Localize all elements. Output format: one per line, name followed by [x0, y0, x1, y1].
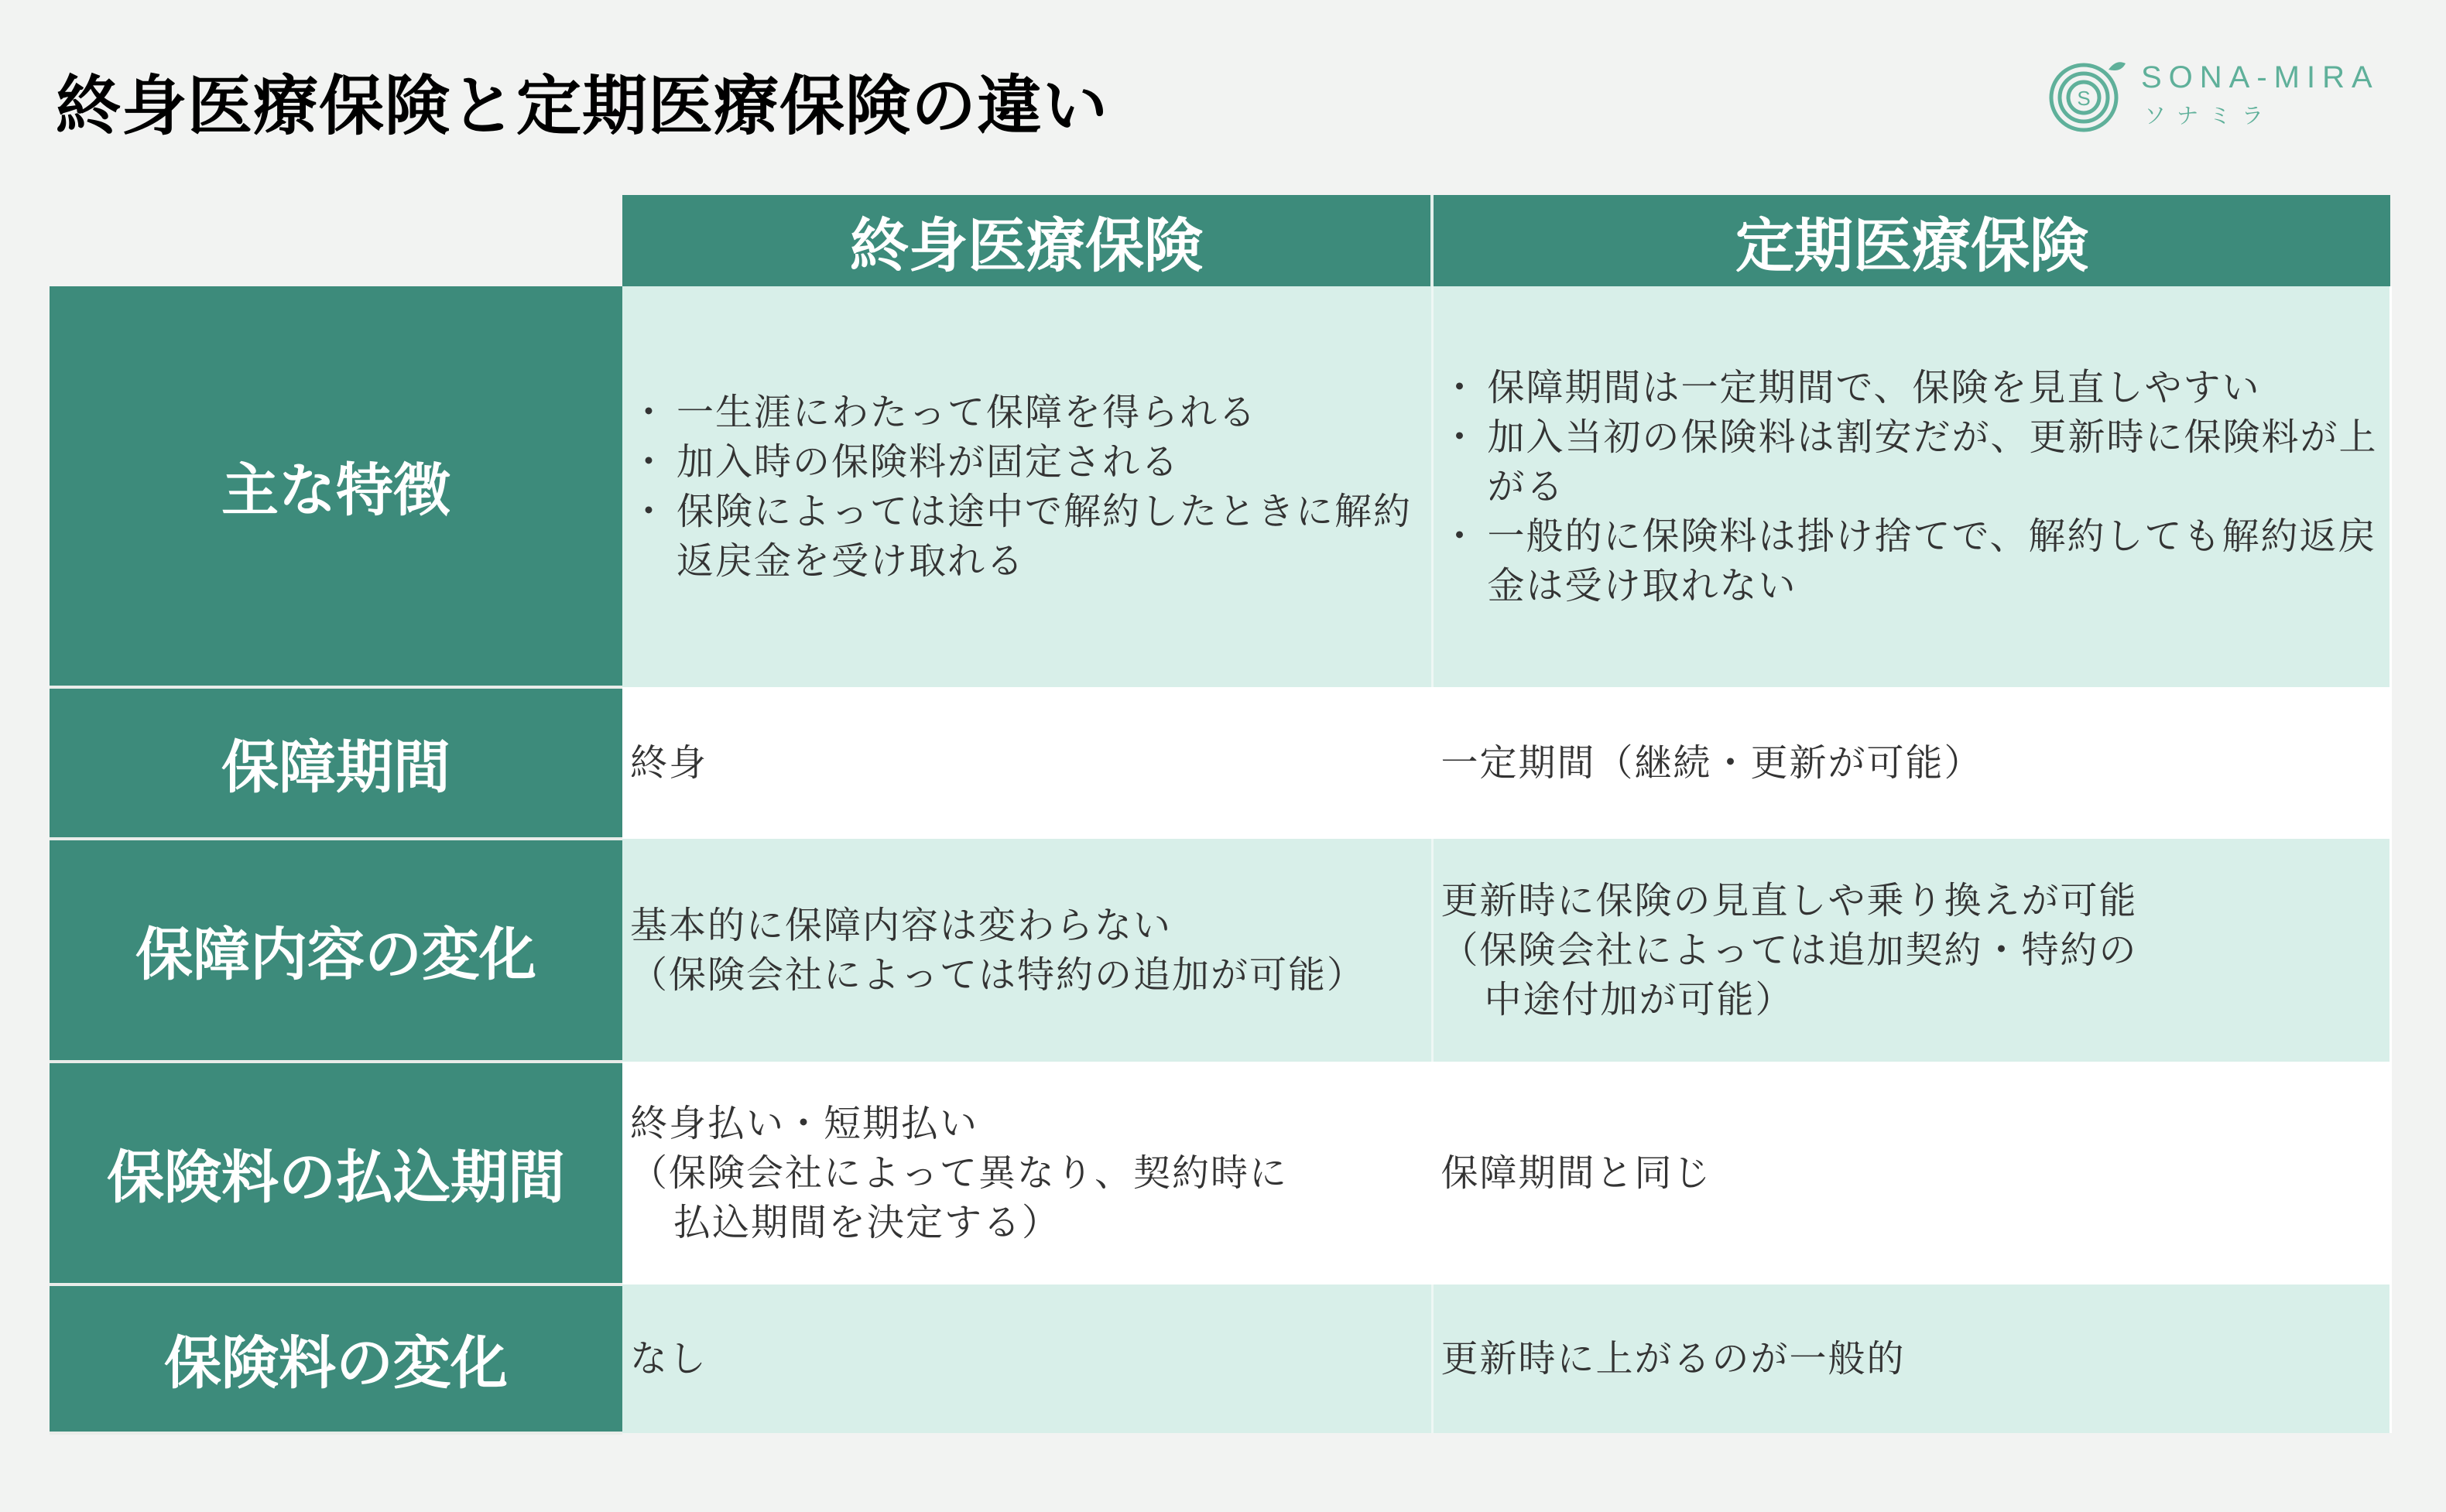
list-item: ・ 加入時の保険料が固定される — [630, 437, 1431, 487]
table-header-row — [50, 195, 2390, 286]
cell-whole-life-payment-period — [622, 1062, 1432, 1285]
list-item: ・ 保障期間は一定期間で、保険を見直しやすい — [1441, 363, 2389, 412]
cell-text: 一定期間（継続・更新が可能） — [1441, 741, 1983, 785]
table-row — [50, 1062, 2390, 1285]
cell-whole-life-coverage-change — [622, 839, 1432, 1062]
list-item: ・ 一般的に保険料は掛け捨てで、解約しても解約返戻金は受け取れない — [1441, 511, 2389, 611]
page-title: 終身医療保険と定期医療保険の違い — [56, 68, 1109, 144]
cell-term-payment-period — [1432, 1062, 2390, 1285]
cell-text: 保障期間と同じ — [1441, 1151, 1712, 1195]
cell-whole-life-features — [622, 286, 1432, 687]
cell-text: （保険会社によっては追加契約・特約の — [1441, 929, 2138, 972]
row-header-features: 主な特徴 — [50, 286, 622, 687]
list-item: ・ 保険によっては途中で解約したときに解約返戻金を受け取れる — [630, 487, 1431, 586]
cell-text: 払込期間を決定する） — [673, 1201, 1061, 1244]
cell-whole-life-coverage-period — [622, 687, 1432, 839]
cell-text: 終身払い・短期払い — [630, 1102, 979, 1145]
logo-icon — [2043, 53, 2129, 138]
cell-text: 更新時に上がるのが一般的 — [1441, 1337, 1906, 1380]
logo-wordmark: SONA-MIRA — [2141, 60, 2379, 94]
table-row — [50, 839, 2390, 1062]
row-header-coverage-period: 保障期間 — [50, 687, 622, 839]
cell-term-premium-change — [1432, 1285, 2390, 1433]
table-corner — [50, 195, 622, 286]
table-row — [50, 687, 2390, 839]
cell-term-features — [1432, 286, 2390, 687]
cell-text: 更新時に保険の見直しや乗り換えが可能 — [1441, 879, 2138, 922]
cell-text: 終身 — [630, 741, 708, 785]
table-row — [50, 286, 2390, 687]
list-item: ・ 一生涯にわたって保障を得られる — [630, 388, 1431, 437]
row-header-premium-change: 保険料の変化 — [50, 1285, 622, 1433]
column-header-term: 定期医療保険 — [1432, 195, 2390, 286]
comparison-table — [50, 195, 2392, 1435]
cell-term-coverage-change — [1432, 839, 2390, 1062]
cell-text: なし — [630, 1337, 708, 1380]
column-header-whole-life: 終身医療保険 — [622, 195, 1432, 286]
list-item: ・ 加入当初の保険料は割安だが、更新時に保険料が上がる — [1441, 412, 2389, 511]
cell-text: 中途付加が可能） — [1484, 978, 1794, 1021]
cell-text: （保険会社によって異なり、契約時に — [630, 1151, 1289, 1195]
table-row — [50, 1285, 2390, 1433]
row-header-payment-period: 保険料の払込期間 — [50, 1062, 622, 1285]
logo-katakana: ソナミラ — [2144, 103, 2275, 128]
svg-text:S: S — [2077, 87, 2091, 110]
brand-logo[interactable] — [2043, 53, 2400, 138]
cell-whole-life-premium-change — [622, 1285, 1432, 1433]
cell-text: （保険会社によっては特約の追加が可能） — [630, 953, 1366, 997]
cell-term-coverage-period — [1432, 687, 2390, 839]
cell-text: 基本的に保障内容は変わらない — [630, 904, 1173, 947]
row-header-coverage-change: 保障内容の変化 — [50, 839, 622, 1062]
